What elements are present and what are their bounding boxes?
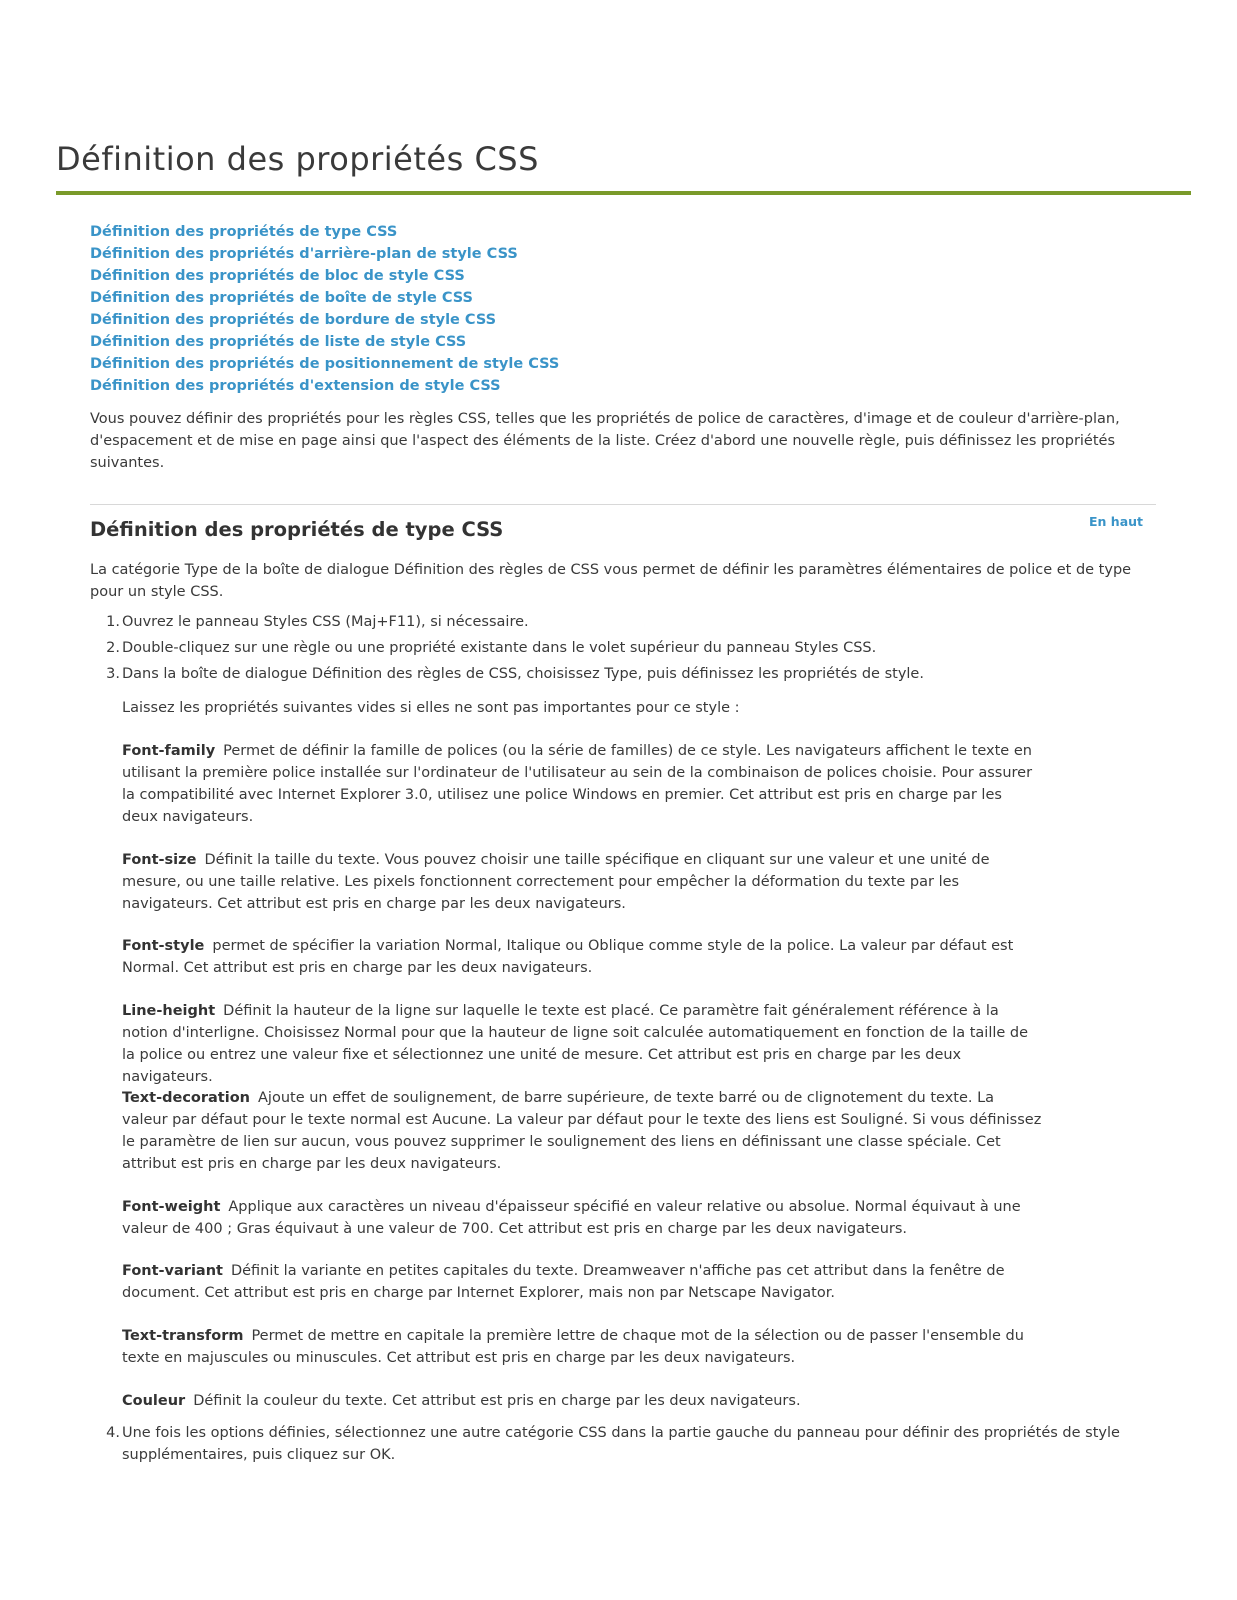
property-name: Line-height (122, 1003, 216, 1019)
property-name: Text-transform (122, 1328, 244, 1344)
intro-paragraph: Vous pouvez définir des propriétés pour les règles CSS, telles que les propriétés de police de caractères, d'image et de couleur d'arrière-plan, d'espacement et de mise en page ainsi que l'aspect des éléments de la liste. Créez d'abord une nouvelle règle, puis définissez les propriétés suivantes. (90, 411, 1120, 471)
toc-item (90, 242, 559, 264)
property-font-size (122, 849, 1042, 915)
section-divider (90, 504, 1156, 505)
step-text: Dans la boîte de dialogue Définition des règles de CSS, choisissez Type, puis définissez les propriétés de style. (122, 666, 924, 682)
toc-link-block[interactable]: Définition des propriétés de bloc de style CSS (90, 268, 465, 284)
page-title: Définition des propriétés CSS (56, 140, 539, 178)
property-font-family (122, 740, 1042, 828)
property-line-height (122, 1000, 1042, 1088)
property-text-transform (122, 1325, 1042, 1369)
toc-link-box[interactable]: Définition des propriétés de boîte de style CSS (90, 290, 473, 306)
toc-item (90, 264, 559, 286)
property-description: Définit la couleur du texte. Cet attribut est pris en charge par les deux navigateurs. (193, 1393, 801, 1409)
property-name: Font-size (122, 852, 197, 868)
table-of-contents (90, 220, 559, 396)
property-font-weight (122, 1196, 1042, 1240)
step-text: Double-cliquez sur une règle ou une propriété existante dans le volet supérieur du panneau Styles CSS. (122, 640, 877, 656)
property-name: Font-style (122, 938, 205, 954)
property-name: Couleur (122, 1393, 186, 1409)
property-description: Définit la taille du texte. Vous pouvez choisir une taille spécifique en cliquant sur une valeur et une unité de mesure, ou une taille relative. Les pixels fonctionnent correctement pour empêcher la déformation du texte par les navigateurs. Cet attribut est pris en charge par les deux navigateurs. (122, 852, 990, 912)
property-font-variant (122, 1260, 1042, 1304)
property-description: Définit la variante en petites capitales du texte. Dreamweaver n'affiche pas cet attribut dans la fenêtre de document. Cet attribut est pris en charge par Internet Explorer, mais non par Netscape Navigator. (122, 1263, 1005, 1301)
property-color (122, 1390, 1042, 1412)
back-to-top-link[interactable]: En haut (1089, 514, 1143, 529)
toc-item (90, 308, 559, 330)
section-heading: Définition des propriétés de type CSS (90, 518, 504, 541)
property-name: Font-family (122, 743, 216, 759)
toc-link-type[interactable]: Définition des propriétés de type CSS (90, 224, 398, 240)
step-text: Une fois les options définies, sélectionnez une autre catégorie CSS dans la partie gauche du panneau pour définir des propriétés de style supplémentaires, puis cliquez sur OK. (122, 1425, 1120, 1463)
property-font-style (122, 935, 1042, 979)
property-description: Permet de définir la famille de polices (ou la série de familles) de ce style. Les navigateurs affichent le texte en utilisant la première police installée sur l'ordinateur de l'utilisateur au sein de la combinaison de polices choisie. Pour assurer la compatibilité avec Internet Explorer 3.0, utilisez une police Windows en premier. Cet attribut est pris en charge par les deux navigateurs. (122, 743, 1033, 825)
property-description: Applique aux caractères un niveau d'épaisseur spécifié en valeur relative ou absolue. Normal équivaut à une valeur de 400 ; Gras équivaut à une valeur de 700. Cet attribut est pris en charge par les deux navigateurs. (122, 1199, 1021, 1237)
step-text: Ouvrez le panneau Styles CSS (Maj+F11), si nécessaire. (122, 614, 529, 630)
toc-link-positioning[interactable]: Définition des propriétés de positionnement de style CSS (90, 356, 560, 372)
toc-item (90, 374, 559, 396)
step-number: 1. (106, 614, 120, 630)
property-description: Ajoute un effet de soulignement, de barre supérieure, de texte barré ou de clignotement du texte. La valeur par défaut pour le texte normal est Aucune. La valeur par défaut pour le texte des liens est Souligné. Si vous définissez le paramètre de lien sur aucun, vous pouvez supprimer le soulignement des liens en définissant une classe spéciale. Cet attribut est pris en charge par les deux navigateurs. (122, 1090, 1042, 1172)
property-description: permet de spécifier la variation Normal, Italique ou Oblique comme style de la police. La valeur par défaut est Normal. Cet attribut est pris en charge par les deux navigateurs. (122, 938, 1014, 976)
title-rule (56, 191, 1191, 195)
toc-item (90, 286, 559, 308)
property-description: Définit la hauteur de la ligne sur laquelle le texte est placé. Ce paramètre fait généralement référence à la notion d'interligne. Choisissez Normal pour que la hauteur de ligne soit calculée automatiquement en fonction de la taille de la police ou entrez une valeur fixe et sélectionnez une unité de mesure. Cet attribut est pris en charge par les deux navigateurs. (122, 1003, 1029, 1085)
step-number: 2. (106, 640, 120, 656)
step-number: 4. (106, 1425, 120, 1441)
property-name: Font-variant (122, 1263, 223, 1279)
property-text-decoration (122, 1087, 1042, 1175)
toc-item (90, 220, 559, 242)
toc-item (90, 330, 559, 352)
section-intro: La catégorie Type de la boîte de dialogue Définition des règles de CSS vous permet de définir les paramètres élémentaires de police et de type pour un style CSS. (90, 562, 1132, 600)
property-description: Permet de mettre en capitale la première lettre de chaque mot de la sélection ou de passer l'ensemble du texte en majuscules ou minuscules. Cet attribut est pris en charge par les deux navigateurs. (122, 1328, 1024, 1366)
properties-intro: Laissez les propriétés suivantes vides si elles ne sont pas importantes pour ce style : (122, 700, 740, 716)
property-name: Font-weight (122, 1199, 221, 1215)
toc-item (90, 352, 559, 374)
step-number: 3. (106, 666, 120, 682)
property-name: Text-decoration (122, 1090, 250, 1106)
toc-link-background[interactable]: Définition des propriétés d'arrière-plan de style CSS (90, 246, 518, 262)
toc-link-extensions[interactable]: Définition des propriétés d'extension de style CSS (90, 378, 501, 394)
toc-link-border[interactable]: Définition des propriétés de bordure de style CSS (90, 312, 497, 328)
toc-link-list[interactable]: Définition des propriétés de liste de style CSS (90, 334, 467, 350)
